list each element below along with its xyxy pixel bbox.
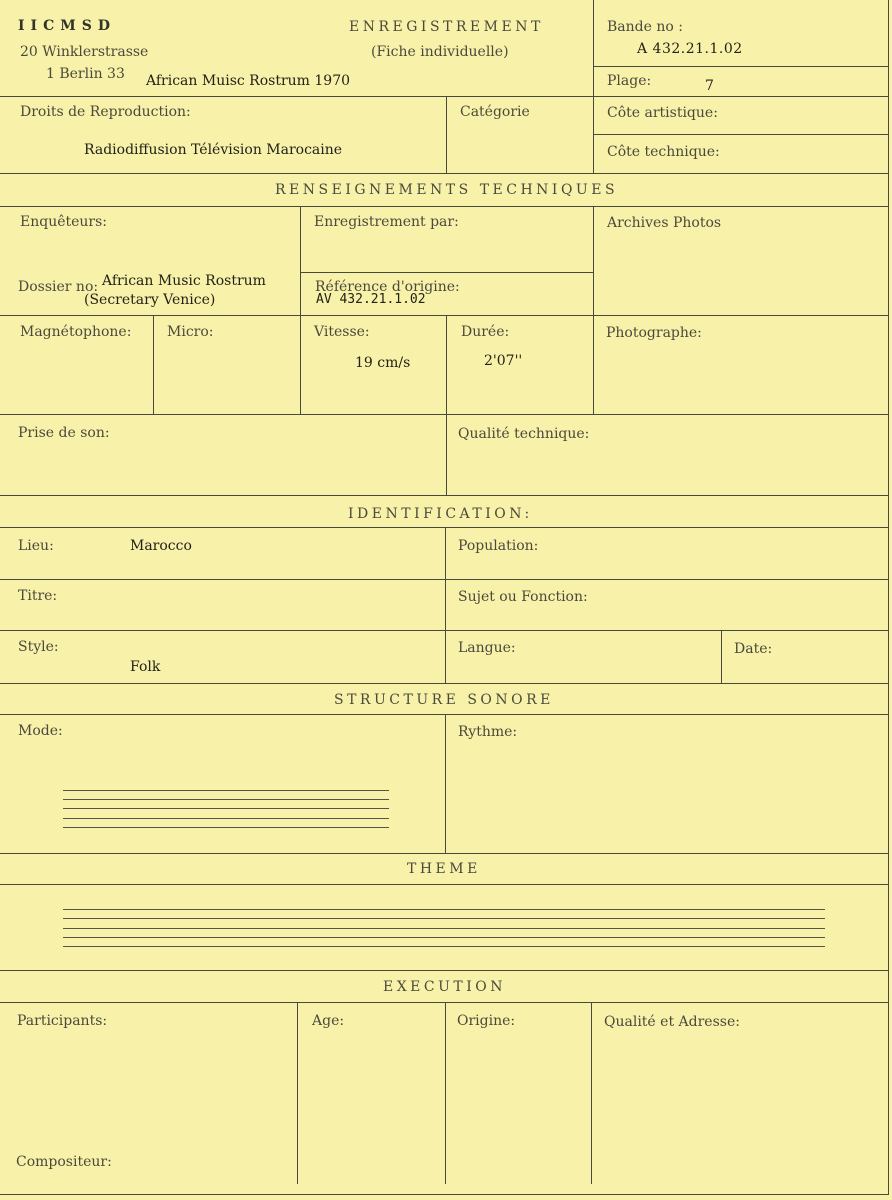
bande-value: A 432.21.1.02 [637, 41, 743, 57]
age-label: Age: [312, 1013, 345, 1029]
rule [593, 134, 888, 135]
titre-label: Titre: [18, 588, 58, 604]
lieu-value: Marocco [130, 538, 192, 554]
section-title-technical: RENSEIGNEMENTS TECHNIQUES [275, 182, 619, 198]
rule [0, 884, 888, 885]
section-title-execution: EXECUTION [383, 979, 507, 995]
sujet-label: Sujet ou Fonction: [458, 589, 588, 605]
collection-name: African Muisc Rostrum 1970 [146, 73, 351, 89]
duree-label: Durée: [461, 324, 510, 340]
dossier-value-line2: (Secretary Venice) [84, 292, 216, 308]
compositeur-label: Compositeur: [16, 1154, 112, 1170]
style-label: Style: [18, 639, 59, 655]
cote-artistique-label: Côte artistique: [607, 105, 718, 121]
rule [153, 315, 154, 414]
rule [300, 206, 301, 414]
vitesse-value: 19 cm/s [355, 355, 411, 371]
rule [445, 527, 446, 683]
rule [446, 315, 447, 414]
population-label: Population: [458, 538, 539, 554]
rule [0, 630, 888, 631]
rule [0, 853, 888, 854]
institute-logo: IICMSD [18, 18, 116, 34]
section-title-identification: IDENTIFICATION: [348, 506, 533, 522]
style-value: Folk [130, 659, 161, 675]
rule [0, 970, 888, 971]
enregistrement-par-label: Enregistrement par: [314, 214, 459, 230]
dossier-value-line1: African Music Rostrum [102, 273, 266, 289]
vitesse-label: Vitesse: [314, 324, 370, 340]
rule [0, 206, 888, 207]
qualite-technique-label: Qualité technique: [458, 426, 590, 442]
rule [446, 96, 447, 173]
mode-label: Mode: [18, 723, 63, 739]
origine-label: Origine: [457, 1013, 516, 1029]
rule [0, 1002, 888, 1003]
cote-technique-label: Côte technique: [607, 144, 720, 160]
categorie-label: Catégorie [460, 104, 530, 120]
form-subtitle: (Fiche individuelle) [371, 44, 509, 60]
rule [300, 272, 593, 273]
bande-label: Bande no : [607, 19, 683, 35]
section-title-theme: THEME [407, 861, 481, 877]
section-title-structure: STRUCTURE SONORE [334, 692, 554, 708]
rule [445, 714, 446, 853]
form-title: ENREGISTREMENT [349, 19, 544, 35]
reference-value: AV 432.21.1.02 [316, 292, 426, 307]
langue-label: Langue: [458, 640, 516, 656]
address-line-1: 20 Winklerstrasse [20, 44, 149, 60]
rule [0, 527, 888, 528]
qualite-adresse-label: Qualité et Adresse: [604, 1014, 740, 1030]
duree-value: 2'07'' [484, 353, 523, 369]
rule [446, 414, 447, 495]
archives-photos-label: Archives Photos [607, 215, 722, 231]
address-line-2: 1 Berlin 33 [46, 66, 125, 82]
rule [0, 173, 888, 174]
plage-label: Plage: [607, 73, 652, 89]
magnetophone-label: Magnétophone: [20, 324, 132, 340]
reference-label: Référence d'origine: [315, 279, 460, 295]
rule [593, 206, 594, 414]
rythme-label: Rythme: [458, 724, 518, 740]
droits-value: Radiodiffusion Télévision Marocaine [84, 142, 343, 158]
rule [0, 495, 888, 496]
date-label: Date: [734, 641, 773, 657]
droits-label: Droits de Reproduction: [20, 104, 191, 120]
rule [297, 1002, 298, 1184]
enqueteurs-label: Enquêteurs: [20, 214, 108, 230]
prise-de-son-label: Prise de son: [18, 425, 110, 441]
lieu-label: Lieu: [18, 538, 54, 554]
rule [0, 414, 888, 415]
rule [888, 0, 889, 1195]
rule [0, 315, 888, 316]
micro-label: Micro: [167, 324, 214, 340]
rule [0, 1194, 888, 1195]
rule [0, 579, 888, 580]
plage-value: 7 [705, 78, 714, 94]
rule [593, 0, 594, 173]
dossier-label: Dossier no: [18, 279, 99, 295]
rule [721, 630, 722, 683]
rule [0, 96, 888, 97]
rule [0, 683, 888, 684]
photographe-label: Photographe: [606, 325, 702, 341]
rule [593, 66, 888, 67]
rule [445, 1002, 446, 1184]
participants-label: Participants: [17, 1013, 108, 1029]
rule [591, 1002, 592, 1184]
rule [0, 714, 888, 715]
